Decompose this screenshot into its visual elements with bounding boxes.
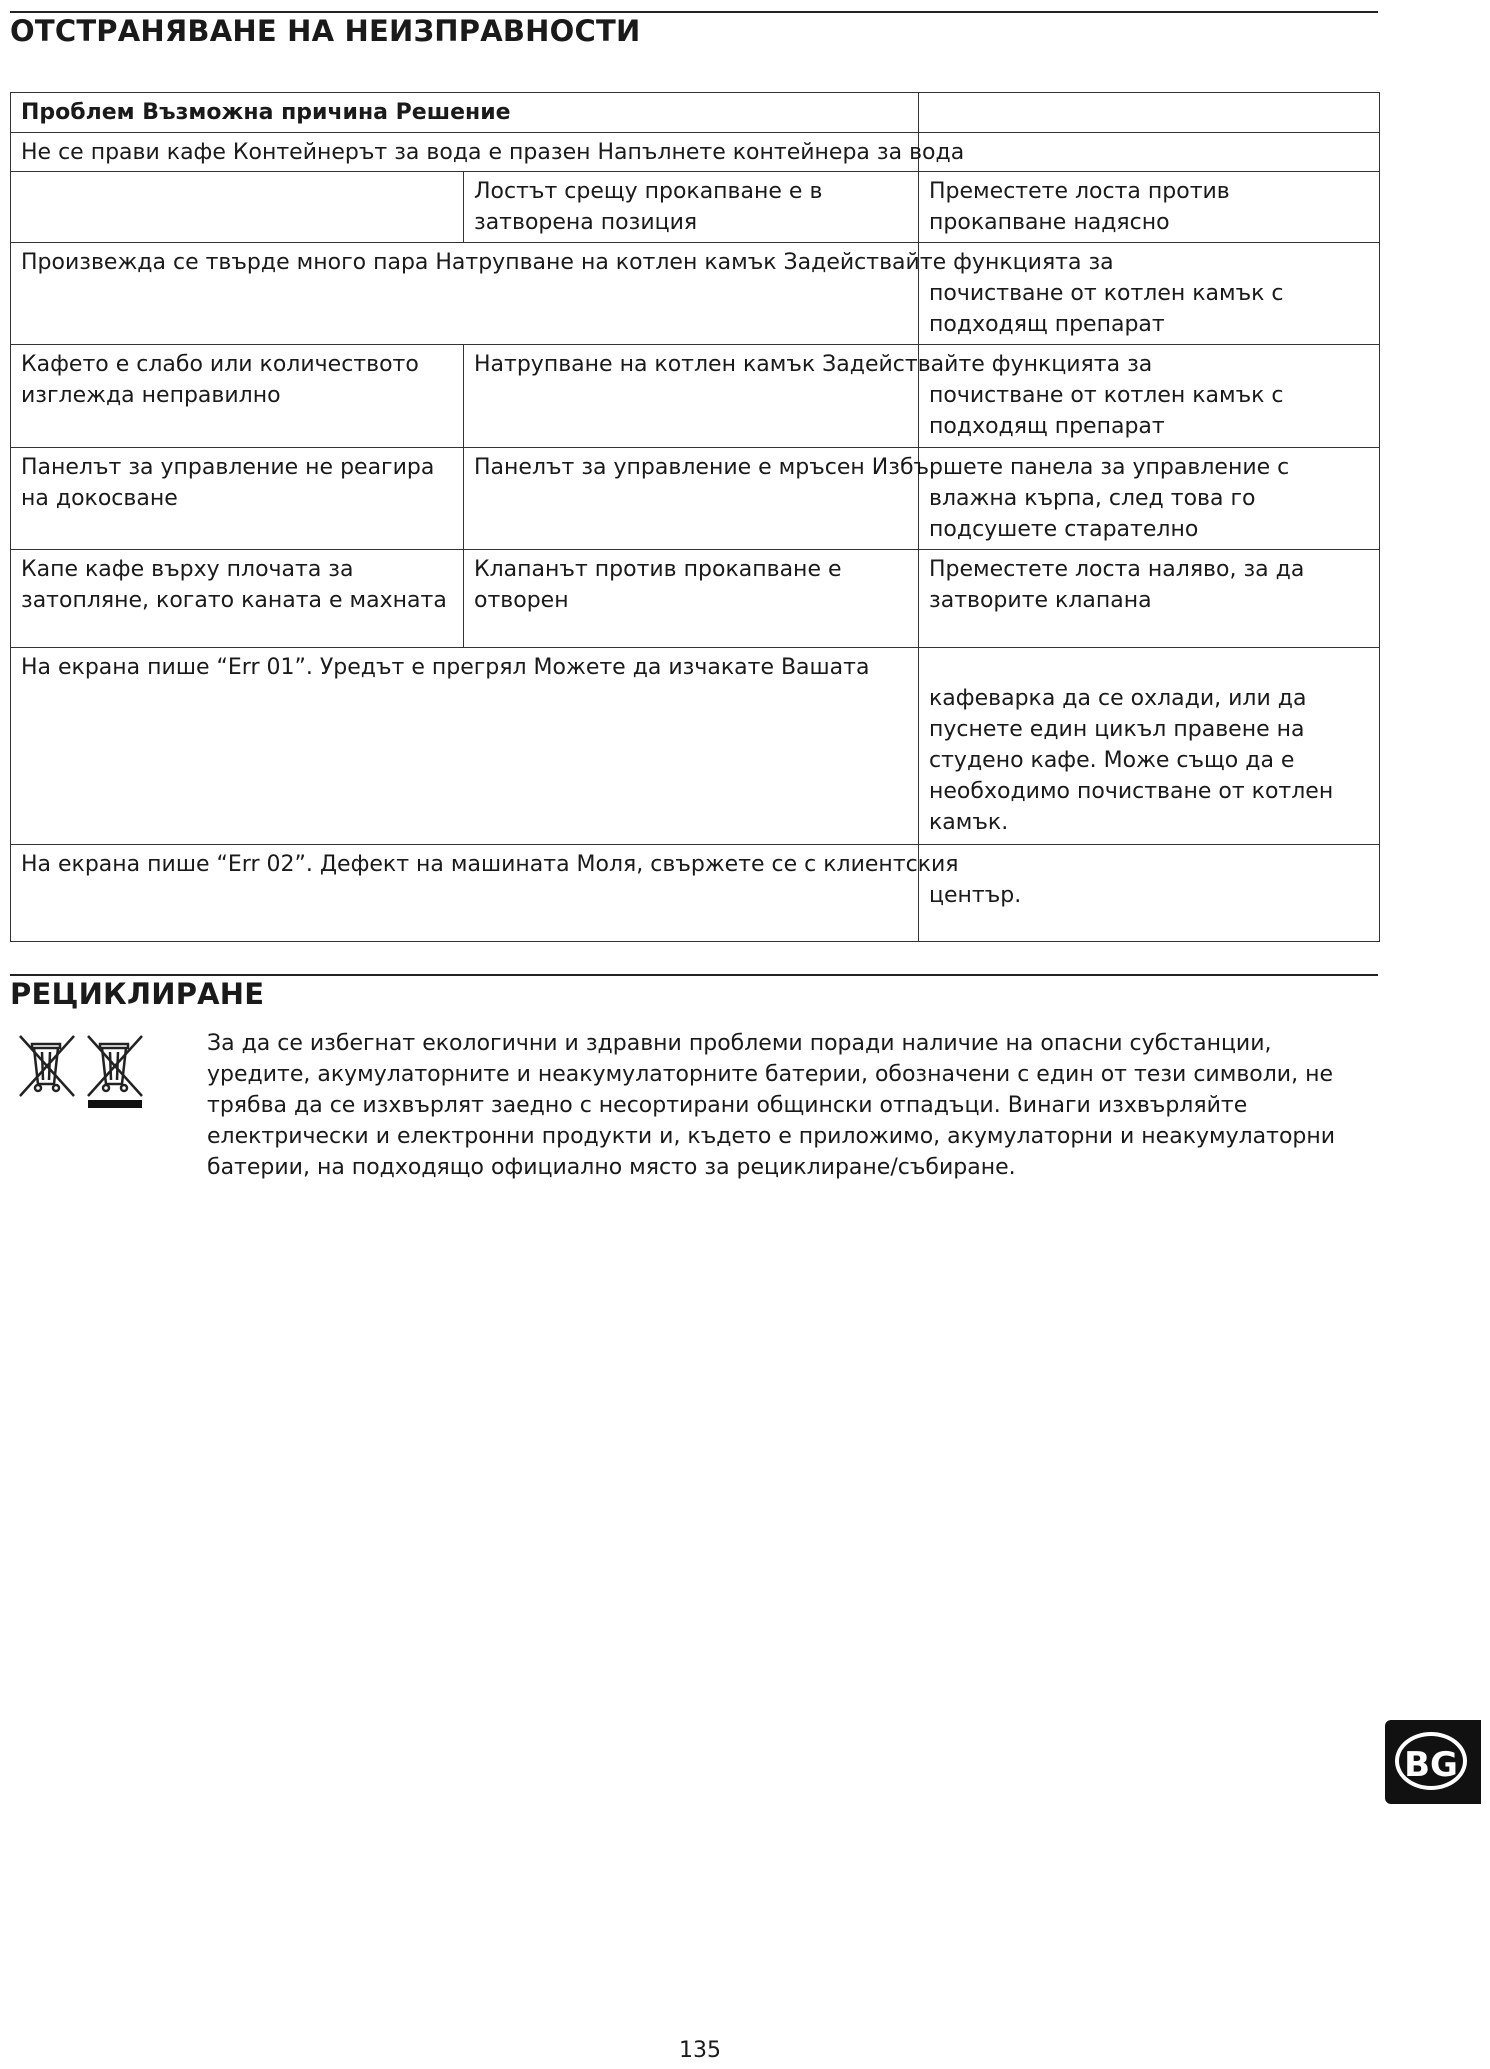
top-rule: [10, 11, 1378, 13]
row-5-line: Панелът за управление е мръсен Избършете панела за управление с: [464, 448, 919, 550]
crossed-bin-icon: [18, 1034, 153, 1110]
row-4-problem: Кафето е слабо или количеството изглежда неправилно: [11, 345, 464, 448]
recycling-text: За да се избегнат екологични и здравни проблеми поради наличие на опасни субстанции, уредите, акумулаторните и неакумулаторните батерии, обозначени с един от тези символи, не трябва да се изхвърлят заедно с несортирани общински отпадъци. Винаги изхвърляйте електрически и електронни продукти и, където е приложимо, акумулаторни и неакумулаторни батерии, на подходящо официално място за рециклиране/събиране.: [207, 1031, 1336, 1180]
row-4-line: Натрупване на котлен камък Задействайте функцията за: [464, 345, 919, 448]
table-header: Проблем Възможна причина Решение: [11, 93, 919, 133]
row-8-line: На екрана пише “Err 02”. Дефект на машината Моля, свържете се с клиентския: [11, 845, 919, 942]
table-header-row: [11, 93, 1380, 133]
row-6-solution: Преместете лоста наляво, за да затворите клапана: [919, 550, 1380, 648]
table-row: [11, 648, 1380, 845]
row-5-problem: Панелът за управление не реагира на докосване: [11, 448, 464, 550]
table-row: [11, 172, 1380, 243]
table-row: [11, 550, 1380, 648]
language-badge: [1385, 1720, 1481, 1804]
table-row: [11, 243, 1380, 345]
recycling-rule: [10, 974, 1378, 976]
row-2-solution: Преместете лоста против прокапване надясно: [919, 172, 1380, 243]
row-7-line: На екрана пише “Err 01”. Уредът е прегрял Можете да изчакате Вашата: [11, 648, 919, 845]
table-row: [11, 133, 1380, 172]
recycling-title: РЕЦИКЛИРАНЕ: [10, 977, 265, 1011]
row-3-solution: почистване от котлен камък с подходящ препарат: [929, 281, 1284, 337]
row-6-problem: Капе кафе върху плочата за затопляне, когато каната е махната: [11, 550, 464, 648]
language-badge-label: BG: [1395, 1732, 1467, 1790]
page-number: 135: [679, 2038, 721, 2063]
troubleshooting-title: ОТСТРАНЯВАНЕ НА НЕИЗПРАВНОСТИ: [10, 14, 641, 48]
table-row: [11, 448, 1380, 550]
table-row: [11, 345, 1380, 448]
row-1-line: Не се прави кафе Контейнерът за вода е празен Напълнете контейнера за вода: [11, 133, 919, 172]
row-4-solution: почистване от котлен камък с подходящ препарат: [929, 383, 1284, 439]
table-row: [11, 845, 1380, 942]
row-5-solution: влажна кърпа, след това го подсушете старателно: [929, 486, 1256, 542]
row-2-cause: Лостът срещу прокапване е в затворена позиция: [464, 172, 919, 243]
row-3-line: Произвежда се твърде много пара Натрупване на котлен камък Задействайте функцията за: [11, 243, 919, 345]
row-8-solution: център.: [929, 883, 1022, 908]
row-6-cause: Клапанът против прокапване е отворен: [464, 550, 919, 648]
troubleshooting-table: [10, 92, 1380, 942]
row-7-solution: кафеварка да се охлади, или да пуснете един цикъл правене на студено кафе. Може също да е необходимо почистване от котлен камък.: [929, 686, 1334, 835]
